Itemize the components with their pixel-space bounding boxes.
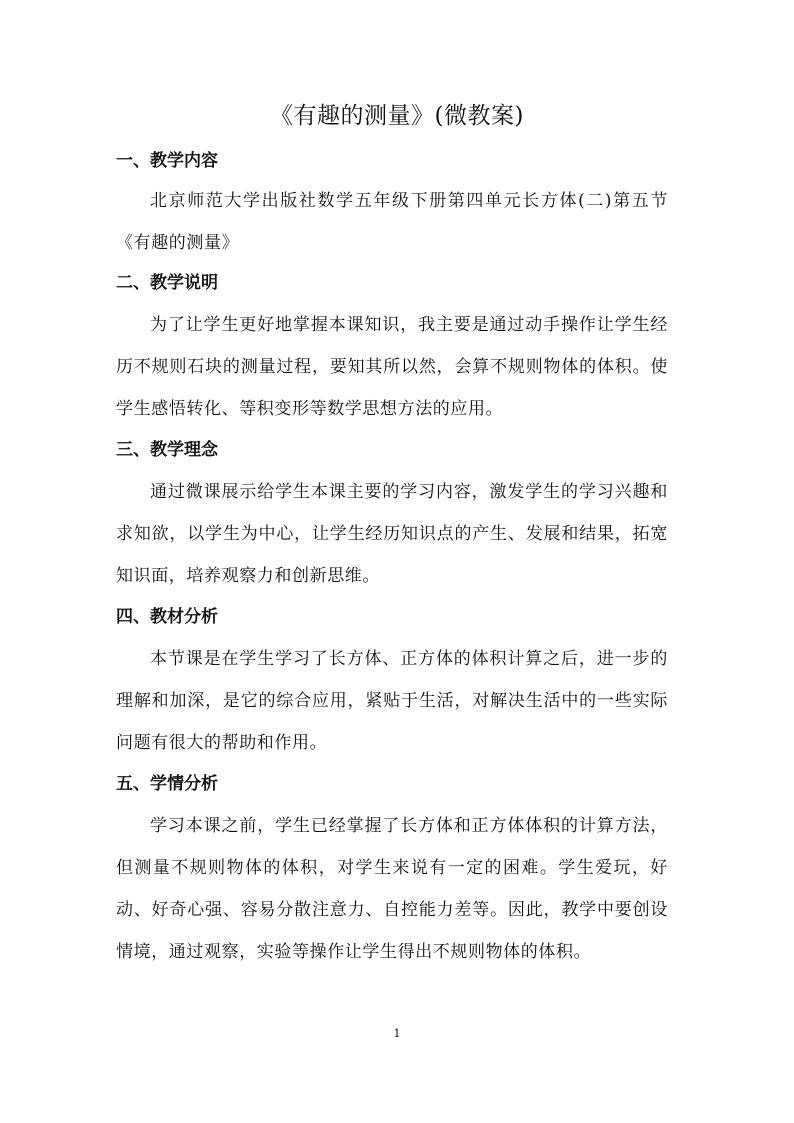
section-body-content: 北京师范大学出版社数学五年级下册第四单元长方体(二)第五节《有趣的测量》 bbox=[116, 191, 668, 253]
document-title: 《有趣的测量》(微教案) bbox=[270, 103, 524, 129]
section-body-material-analysis: 本节课是在学生学习了长方体、正方体的体积计算之后，进一步的理解和加深，是它的综合应用，紧贴于生活，对解决生活中的一些实际问题有很大的帮助和作用。 bbox=[116, 649, 668, 753]
section-body-explanation: 为了让学生更好地掌握本课知识，我主要是通过动手操作让学生经历不规则石块的测量过程，要知其所以然，会算不规则物体的体积。使学生感悟转化、等积变形等数学思想方法的应用。 bbox=[116, 315, 668, 419]
section-heading-philosophy: 三、教学理念 bbox=[116, 440, 218, 460]
section-body-philosophy: 通过微课展示给学生本课主要的学习内容，激发学生的学习兴趣和求知欲，以学生为中心，让学生经历知识点的产生、发展和结果，拓宽知识面，培养观察力和创新思维。 bbox=[116, 482, 668, 586]
section-body-student-analysis: 学习本课之前，学生已经掌握了长方体和正方体体积的计算方法，但测量不规则物体的体积，对学生来说有一定的困难。学生爱玩，好动、好奇心强、容易分散注意力、自控能力差等。因此，教学中要创设情境，通过观察，实验等操作让学生得出不规则物体的体积。 bbox=[116, 816, 668, 962]
section-heading-student-analysis: 五、学情分析 bbox=[116, 774, 218, 794]
section-heading-content: 一、教学内容 bbox=[116, 151, 218, 171]
page-number: 1 bbox=[393, 1027, 401, 1040]
section-heading-explanation: 二、教学说明 bbox=[116, 273, 218, 293]
section-heading-material-analysis: 四、教材分析 bbox=[116, 607, 218, 627]
